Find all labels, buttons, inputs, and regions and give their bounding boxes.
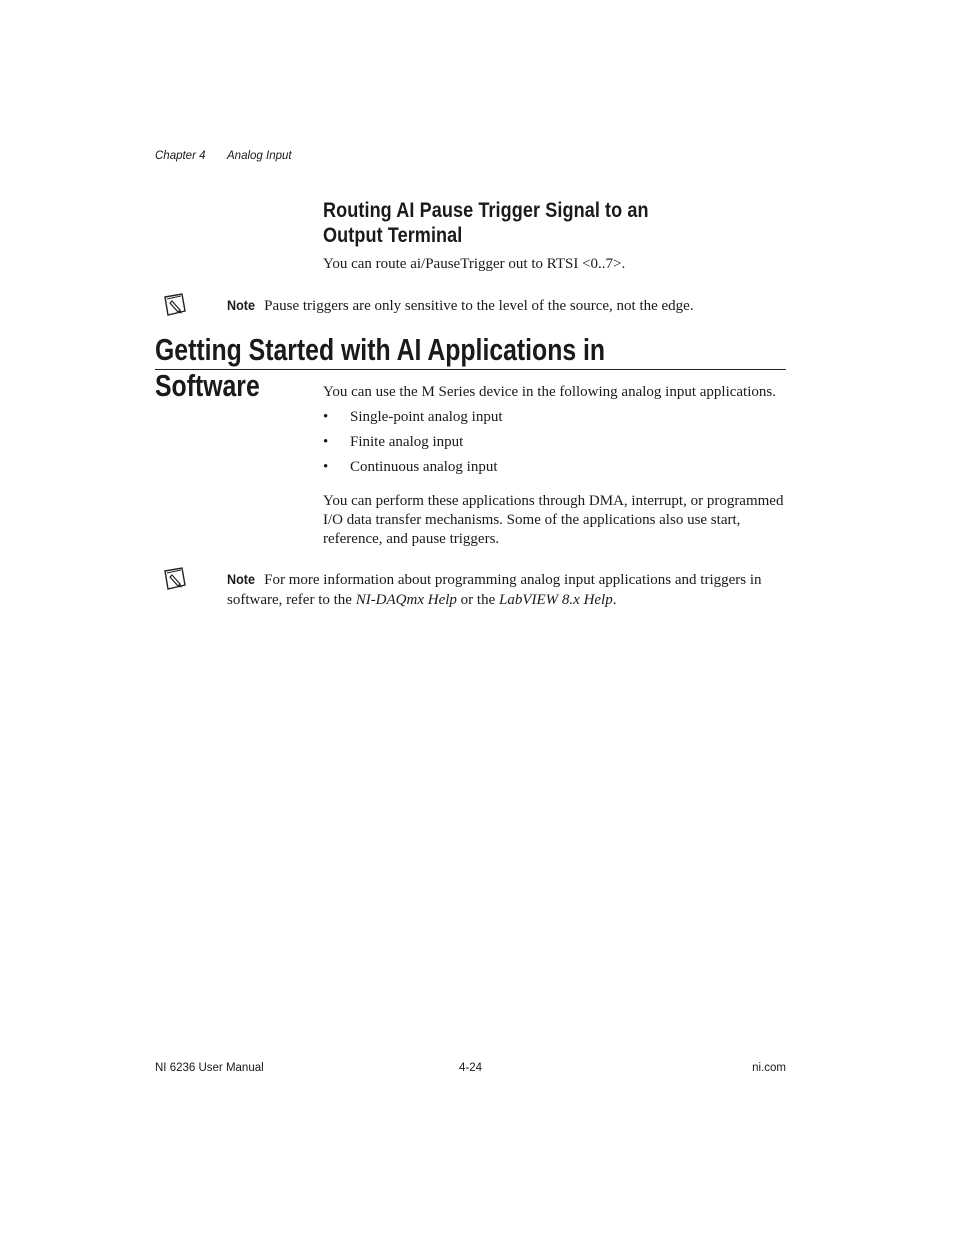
application-list — [323, 408, 502, 483]
section-heading-routing: Routing AI Pause Trigger Signal to an Output Terminal — [323, 199, 649, 247]
heading-rule — [155, 369, 786, 370]
running-header — [155, 150, 292, 162]
chapter-title: Analog Input — [227, 150, 292, 162]
list-item: • Single-point analog input — [323, 409, 503, 425]
list-item: • Continuous analog input — [323, 459, 498, 475]
note-text: Pause triggers are only sensitive to the level of the source, not the edge. — [264, 298, 694, 314]
note-pause-trigger — [227, 295, 789, 316]
chapter-label: Chapter 4 — [155, 150, 206, 162]
note-label: Note — [227, 297, 256, 313]
section-heading-getting-started: Getting Started with AI Applications in Software — [155, 332, 606, 403]
note-label: Note — [227, 571, 256, 587]
transfer-paragraph: You can perform these applications through DMA, interrupt, or programmed I/O data transfer mechanisms. Some of the applications also use start, reference, and pause triggers. — [323, 493, 784, 547]
note-more-information: Note For more information about programming analog input applications and triggers in software, refer to the NI-DAQmx Help or the LabVIEW 8.x Help. — [227, 571, 762, 608]
bullet-marker: • — [323, 409, 329, 425]
note-pencil-icon — [162, 292, 188, 318]
footer-website: ni.com — [752, 1062, 786, 1074]
list-item: • Finite analog input — [323, 434, 464, 450]
intro-paragraph: You can use the M Series device in the following analog input applications. — [323, 384, 776, 400]
routing-paragraph: You can route ai/PauseTrigger out to RTSI <0..7>. — [323, 256, 626, 272]
reference-labview-help: LabVIEW 8.x Help — [499, 592, 613, 608]
bullet-marker: • — [323, 434, 329, 450]
footer-page-number: 4-24 — [459, 1062, 483, 1074]
bullet-marker: • — [323, 459, 329, 475]
note-pencil-icon — [162, 566, 188, 592]
footer-manual-title: NI 6236 User Manual — [155, 1062, 264, 1074]
reference-daqmx-help: NI-DAQmx Help — [355, 592, 457, 608]
